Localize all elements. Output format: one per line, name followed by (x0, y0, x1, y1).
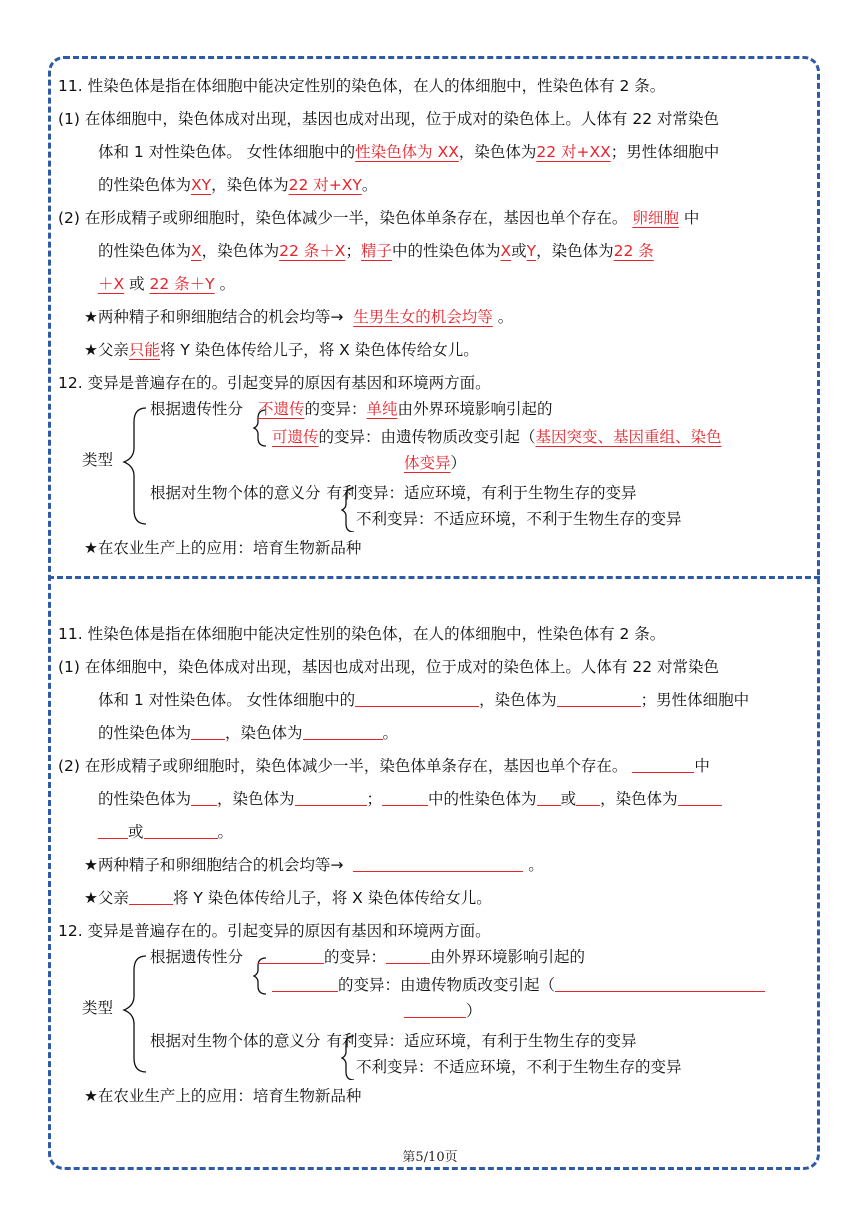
q11-p1-text3c-2: 。 (382, 724, 399, 742)
q11-p1-text3b: ，染色体为 (211, 176, 289, 194)
blank-male-chrom[interactable] (303, 721, 383, 740)
q11-p1-text2b: ，染色体为 (458, 143, 537, 161)
blank-sperm-chrom1-b[interactable] (98, 820, 128, 839)
close-paren-2: ） (466, 1002, 482, 1020)
blank-hered-types-2[interactable] (404, 999, 466, 1018)
by-heredity-label: 根据遗传性分 (150, 400, 244, 418)
q11-p1-line1 (58, 103, 808, 136)
q11-p1-text2a-2: 体和 1 对性染色体。 女性体细胞中的 (98, 691, 356, 709)
answer-sperm-chrom2: 22 条＋Y (149, 275, 215, 293)
hered-suffix-2: 的变异：由遗传物质改变引起（ (338, 976, 556, 994)
q11-p2-text2f: ，染色体为 (536, 242, 614, 260)
star1-text-2: ★两种精子和卵细胞结合的机会均等→ (84, 856, 344, 874)
q11-p2-text2a: 的性染色体为 (98, 242, 192, 260)
blank-egg-chrom[interactable] (295, 787, 367, 806)
harmful-row-2: 不利变异：不适应环境，不利于生物生存的变异 (356, 1058, 682, 1076)
q11-star1 (58, 301, 808, 334)
by-significance-row-2 (150, 1028, 637, 1054)
star2-text-b-2: 将 Y 染色体传给儿子，将 X 染色体传给女儿。 (172, 889, 492, 907)
q12-title-2: 12. 变异是普遍存在的。引起变异的原因有基因和环境两方面。 (58, 922, 491, 940)
nonhered-suffix: 的变异： (304, 400, 367, 418)
harmful-row: 不利变异：不适应环境，不利于生物生存的变异 (356, 510, 682, 528)
by-heredity-row (150, 396, 553, 422)
q11-p1-text1: 在体细胞中，染色体成对出现，基因也成对出现，位于成对的染色体上。人体有 22 对常染色 (84, 110, 719, 128)
q11-p1-text2a: 体和 1 对性染色体。 女性体细胞中的 (98, 143, 356, 161)
blank-hered[interactable] (272, 973, 338, 992)
blank-sperm-chrom2[interactable] (144, 820, 218, 839)
answer-sperm-chrom1-b: ＋X (98, 275, 125, 293)
q11-p1-num: (1) (58, 110, 80, 128)
blank-star2[interactable] (129, 886, 173, 905)
q11-p2-num-2: (2) (58, 757, 80, 775)
hered-suffix: 的变异：由遗传物质改变引起（ (318, 428, 536, 446)
q11-p2-text3a: 或 (129, 275, 145, 293)
blank-pure[interactable] (386, 945, 430, 964)
q11-p2-text2b-2: ，染色体为 (217, 790, 295, 808)
answer-sperm: 精子 (360, 242, 392, 260)
by-significance-label-2: 根据对生物个体的意义分 (150, 1032, 321, 1050)
q11-star2-2 (58, 882, 808, 915)
q11-p2-text3b: 。 (219, 275, 236, 293)
q12-star-app-2: ★在农业生产上的应用：培育生物新品种 (84, 1087, 362, 1105)
q11-title: 11. 性染色体是指在体细胞中能决定性别的染色体，在人的体细胞中，性染色体有 2 条。 (58, 77, 666, 95)
type-label-2: 类型 (82, 999, 114, 1017)
q11-p2-line1-2 (58, 750, 808, 783)
q11-p1-text2c: ；男性体细胞中 (610, 143, 720, 161)
blank-sperm-chrom1-a[interactable] (678, 787, 722, 806)
by-heredity-row-2 (150, 944, 585, 970)
q11-title-2: 11. 性染色体是指在体细胞中能决定性别的染色体，在人的体细胞中，性染色体有 2 条。 (58, 625, 666, 643)
variation-type-block (58, 400, 808, 532)
answer-star2: 只能 (128, 341, 160, 359)
star1-text: ★两种精子和卵细胞结合的机会均等→ (84, 308, 344, 326)
q11-p2-text1b: 中 (683, 209, 700, 227)
answer-section (58, 70, 808, 565)
answer-star1: 生男生女的机会均等 (353, 308, 493, 326)
answer-sperm-chrom1-a: 22 条 (613, 242, 654, 260)
q11-p1-line3-2 (58, 717, 808, 750)
star1-end-2: 。 (528, 856, 544, 874)
q11-p2-text2e-2: 或 (560, 790, 577, 808)
q12-star-app: ★在农业生产上的应用：培育生物新品种 (84, 539, 362, 557)
q11-p2-text3a-2: 或 (128, 823, 144, 841)
q11-p2-text1a: 在形成精子或卵细胞时，染色体减少一半，染色体单条存在，基因也单个存在。 (84, 209, 628, 227)
q11-p2-text2f-2: ，染色体为 (600, 790, 678, 808)
blank-male-sex[interactable] (191, 721, 225, 740)
beneficial-text: 有利变异：适应环境，有利于生物生存的变异 (326, 484, 637, 502)
blank-sperm-y[interactable] (576, 787, 600, 806)
star2-text-a-2: ★父亲 (84, 889, 129, 907)
q11-star2 (58, 334, 808, 367)
q11-p2-line3-2 (58, 816, 808, 849)
answer-male-sex: XY (191, 176, 212, 194)
type-label: 类型 (82, 451, 114, 469)
q11-p1-text2b-2: ，染色体为 (479, 691, 557, 709)
q11-p1-text2c-2: ；男性体细胞中 (640, 691, 750, 709)
q11-p1-num-2: (1) (58, 658, 80, 676)
q11-p1-text3a: 的性染色体为 (98, 176, 192, 194)
answer-egg: 卵细胞 (632, 209, 679, 227)
answer-hered: 可遗传 (272, 428, 319, 446)
star2-text-a: ★父亲 (84, 341, 129, 359)
answer-female-chrom: 22 对+XX (536, 143, 611, 161)
blank-star1[interactable] (353, 853, 523, 872)
blank-female-sex[interactable] (355, 688, 479, 707)
q11-p1-text3a-2: 的性染色体为 (98, 724, 192, 742)
hered-row-2 (272, 972, 765, 998)
worksheet-section (58, 618, 808, 1113)
hered-row (272, 424, 722, 450)
by-significance-label: 根据对生物个体的意义分 (150, 484, 321, 502)
answer-female-sex: 性染色体为 XX (355, 143, 459, 161)
nonhered-desc-2: 由外界环境影响引起的 (429, 948, 585, 966)
q11-star1-2 (58, 849, 808, 882)
blank-sperm-x[interactable] (537, 787, 561, 806)
answer-sperm-y: Y (526, 242, 537, 260)
answer-nonhered: 不遗传 (257, 400, 305, 418)
q11-p2-line2-2 (58, 783, 808, 816)
blank-egg-sex[interactable] (191, 787, 217, 806)
q11-p1-text3b-2: ，染色体为 (225, 724, 303, 742)
answer-hered-types-2: 体变异 (404, 454, 451, 472)
answer-egg-chrom: 22 条＋X (279, 242, 346, 260)
q11-p1-line2-2 (58, 684, 808, 717)
beneficial-text-2: 有利变异：适应环境，有利于生物生存的变异 (326, 1032, 637, 1050)
q11-p1-text3c: 。 (361, 176, 378, 194)
q11-p2-text2c-2: ； (366, 790, 383, 808)
q11-p2-line2 (58, 235, 808, 268)
dashed-divider (48, 576, 820, 579)
star2-text-b: 将 Y 染色体传给儿子，将 X 染色体传给女儿。 (159, 341, 479, 359)
q11-p2-text1a-2: 在形成精子或卵细胞时，染色体减少一半，染色体单条存在，基因也单个存在。 (84, 757, 628, 775)
q11-p2-line3 (58, 268, 808, 301)
by-heredity-label-2: 根据遗传性分 (150, 948, 244, 966)
hered-row-2b (404, 998, 482, 1024)
q11-p1-line2 (58, 136, 808, 169)
star1-end: 。 (497, 308, 514, 326)
answer-hered-types-1: 基因突变、基因重组、染色 (535, 428, 722, 446)
answer-sperm-x: X (500, 242, 512, 260)
answer-pure: 单纯 (366, 400, 398, 418)
blank-sperm[interactable] (382, 787, 428, 806)
hered-row-2 (404, 450, 466, 476)
answer-egg-sex: X (191, 242, 202, 260)
page-number: 第5/10页 (402, 1150, 458, 1165)
q11-p2-text2b: ，染色体为 (201, 242, 280, 260)
blank-female-chrom[interactable] (557, 688, 641, 707)
q11-p2-text2d: 中的性染色体为 (391, 242, 501, 260)
blank-egg[interactable] (632, 754, 694, 773)
q11-p2-text2e: 或 (511, 242, 527, 260)
q11-p2-text2a-2: 的性染色体为 (98, 790, 192, 808)
q11-p1-text1-2: 在体细胞中，染色体成对出现，基因也成对出现，位于成对的染色体上。人体有 22 对常染色 (84, 658, 719, 676)
q11-p2-text2d-2: 中的性染色体为 (428, 790, 537, 808)
blank-hered-types[interactable] (555, 973, 765, 992)
q11-p2-num: (2) (58, 209, 80, 227)
nonhered-suffix-2: 的变异： (323, 948, 386, 966)
q11-p2-text3b-2: 。 (217, 823, 234, 841)
q11-p2-line1 (58, 202, 808, 235)
q11-p2-text1b-2: 中 (694, 757, 710, 775)
q11-p1-line1-2 (58, 651, 808, 684)
close-paren: ） (450, 454, 467, 472)
q11-p1-line3 (58, 169, 808, 202)
nonhered-desc: 由外界环境影响引起的 (397, 400, 553, 418)
blank-nonhered[interactable] (258, 945, 324, 964)
variation-type-block-2 (58, 948, 808, 1080)
q11-p2-text2c: ； (345, 242, 361, 260)
answer-male-chrom: 22 对+XY (288, 176, 362, 194)
q12-title: 12. 变异是普遍存在的。引起变异的原因有基因和环境两方面。 (58, 374, 491, 392)
by-significance-row (150, 480, 637, 506)
